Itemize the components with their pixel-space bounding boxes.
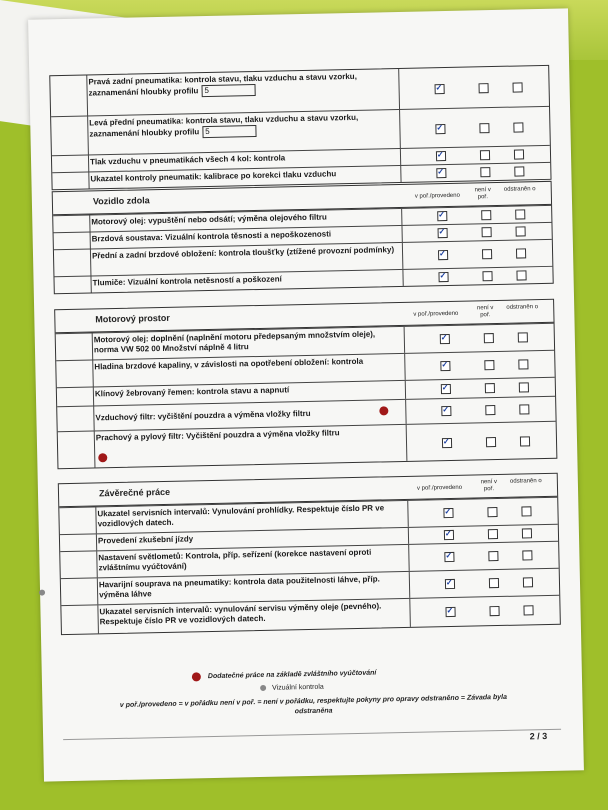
checkbox-ok[interactable] — [444, 552, 454, 562]
row-text: Brzdová soustava: Vizuální kontrola těsnosti a nepoškozenosti — [91, 229, 332, 244]
checkbox-not-ok[interactable] — [488, 529, 498, 539]
checkbox-not-ok[interactable] — [489, 606, 499, 616]
checkbox-fixed[interactable] — [519, 404, 529, 414]
visual-check-dot-icon — [39, 590, 45, 596]
checkbox-ok[interactable] — [438, 250, 448, 260]
extra-work-dot-icon — [98, 453, 107, 462]
checkbox-fixed[interactable] — [518, 332, 528, 342]
row-text: Přední a zadní brzdové obložení: kontrola tloušťky (ztížené provozní podmínky) — [91, 245, 395, 261]
checkbox-ok[interactable] — [443, 508, 453, 518]
underbody-section — [52, 181, 554, 294]
row-text: Prachový a pylový filtr: Vyčištění pouzdra a výměna vložky filtru — [95, 428, 340, 443]
tyres-section — [49, 65, 551, 190]
checkbox-ok[interactable] — [436, 151, 446, 161]
checkbox-fixed[interactable] — [516, 226, 526, 236]
section-title: Vozidlo zdola — [92, 195, 150, 207]
section-title: Motorový prostor — [95, 312, 170, 325]
row-text: Motorový olej: doplnění (naplnění motoru předepsaným množstvím oleje), norma VW 502 00 Množství náplně 4 litru — [93, 329, 376, 355]
checkbox-ok[interactable] — [435, 124, 445, 134]
checkbox-fixed[interactable] — [516, 270, 526, 280]
checkbox-fixed[interactable] — [519, 382, 529, 392]
checkbox-not-ok[interactable] — [484, 360, 494, 370]
checkbox-fixed[interactable] — [515, 209, 525, 219]
checkbox-ok[interactable] — [441, 384, 451, 394]
checkbox-fixed[interactable] — [523, 577, 533, 587]
legend-extra-work: Dodatečné práce na základě zvláštního vyúčtování — [207, 669, 377, 681]
checkbox-not-ok[interactable] — [482, 227, 492, 237]
checkbox-not-ok[interactable] — [489, 578, 499, 588]
checkbox-not-ok[interactable] — [485, 405, 495, 415]
page-number: 2 / 3 — [529, 731, 548, 742]
row-text: Nastavení světlometů: Kontrola, příp. seřízení (korekce nastavení oproti zvláštnímu vyúčtování) — [98, 547, 372, 573]
col-ok-header: v poř./provedeno — [413, 310, 459, 318]
checkbox-fixed[interactable] — [513, 82, 523, 92]
row-text: Klínový žebrovaný řemen: kontrola stavu a napnutí — [94, 385, 290, 399]
col-not-ok-header: není v poř. — [474, 187, 491, 201]
checkbox-ok[interactable] — [441, 406, 451, 416]
checklist-paper — [28, 8, 584, 781]
row-text: Pravá zadní pneumatika: kontrola stavu, tlaku vzduchu a stavu vzorku, zaznamenání hloubky profilu — [88, 71, 357, 98]
col-ok-header: v poř./provedeno — [416, 484, 463, 492]
checkbox-fixed[interactable] — [514, 149, 524, 159]
profile-depth-field[interactable]: 5 — [201, 84, 255, 97]
checkbox-fixed[interactable] — [516, 248, 526, 258]
checkbox-not-ok[interactable] — [482, 271, 492, 281]
row-text: Hladina brzdové kapaliny, v závislosti na opotřebení obložení: kontrola — [94, 356, 364, 372]
checkbox-fixed[interactable] — [513, 122, 523, 132]
checkbox-fixed[interactable] — [518, 359, 528, 369]
checkbox-not-ok[interactable] — [482, 249, 492, 259]
section-title: Závěrečné práce — [98, 486, 171, 499]
col-fixed-header: odstraněn o — [503, 186, 536, 193]
row-text: Levá přední pneumatika: kontrola stavu, tlaku vzduchu a stavu vzorku, zaznamenání hloubky profilu — [89, 112, 359, 139]
checkbox-fixed[interactable] — [514, 166, 524, 176]
checkbox-ok[interactable] — [440, 361, 450, 371]
checkbox-ok[interactable] — [435, 84, 445, 94]
checkbox-ok[interactable] — [438, 272, 448, 282]
checkbox-not-ok[interactable] — [479, 83, 489, 93]
row-text: Ukazatel kontroly pneumatik: kalibrace po korekci tlaku vzduchu — [90, 169, 337, 184]
checkbox-ok[interactable] — [445, 579, 455, 589]
visual-check-dot-icon — [260, 685, 266, 691]
col-fixed-header: odstraněn o — [509, 478, 542, 485]
checkbox-not-ok[interactable] — [480, 167, 490, 177]
final-section — [58, 473, 561, 635]
checkbox-ok[interactable] — [444, 530, 454, 540]
checkbox-ok[interactable] — [436, 168, 446, 178]
checkbox-not-ok[interactable] — [487, 507, 497, 517]
row-text: Ukazatel servisních intervalů: Vynulování prohlídky. Respektuje číslo PR ve vozidlových datech. — [97, 503, 385, 529]
legend-visual-check: Vizuální kontrola — [272, 683, 324, 692]
extra-work-dot-icon — [192, 672, 201, 681]
row-text: Provedení zkušební jízdy — [97, 534, 194, 546]
footer-divider — [63, 729, 561, 740]
checkbox-not-ok[interactable] — [486, 437, 496, 447]
checkbox-ok[interactable] — [440, 334, 450, 344]
legend-explanation-2: odstraněna — [294, 707, 333, 716]
checkbox-ok[interactable] — [442, 438, 452, 448]
checkbox-not-ok[interactable] — [488, 551, 498, 561]
row-text: Vzduchový filtr: vyčištění pouzdra a výměna vložky filtru — [95, 408, 311, 423]
checkbox-ok[interactable] — [445, 607, 455, 617]
col-not-ok-header: není v poř. — [476, 305, 494, 319]
checkbox-not-ok[interactable] — [481, 210, 491, 220]
checkbox-ok[interactable] — [438, 228, 448, 238]
legend-explanation: v poř./provedeno = v pořádku není v poř. = není v pořádku, respektujte pokyny pro opravy odstraněno = Závada byla — [119, 693, 508, 709]
checkbox-fixed[interactable] — [522, 528, 532, 538]
checkbox-fixed[interactable] — [522, 550, 532, 560]
row-text: Tlak vzduchu v pneumatikách všech 4 kol: kontrola — [89, 153, 286, 167]
row-text: Tlumiče: Vizuální kontrola netěsností a poškození — [92, 274, 282, 288]
checkbox-fixed[interactable] — [523, 605, 533, 615]
row-text: Motorový olej: vypuštění nebo odsátí; výměna olejového filtru — [91, 212, 327, 227]
col-ok-header: v poř./provedeno — [414, 192, 460, 200]
row-text: Ukazatel servisních intervalů: vynulování servisu výměny oleje (pevného). Respektuje číslo PR ve vozidlových datech. — [99, 601, 382, 627]
checkbox-not-ok[interactable] — [479, 123, 489, 133]
checkbox-fixed[interactable] — [521, 506, 531, 516]
engine-section — [54, 299, 557, 469]
col-fixed-header: odstraněn o — [506, 304, 539, 311]
checkbox-not-ok[interactable] — [485, 383, 495, 393]
row-text: Havarijní souprava na pneumatiky: kontrola data použitelnosti láhve, příp. výměna láhve — [98, 574, 380, 600]
checkbox-ok[interactable] — [437, 211, 447, 221]
checkbox-not-ok[interactable] — [480, 150, 490, 160]
col-not-ok-header: není v poř. — [480, 479, 498, 493]
profile-depth-field[interactable]: 5 — [202, 125, 256, 138]
checkbox-fixed[interactable] — [520, 436, 530, 446]
checkbox-not-ok[interactable] — [484, 333, 494, 343]
